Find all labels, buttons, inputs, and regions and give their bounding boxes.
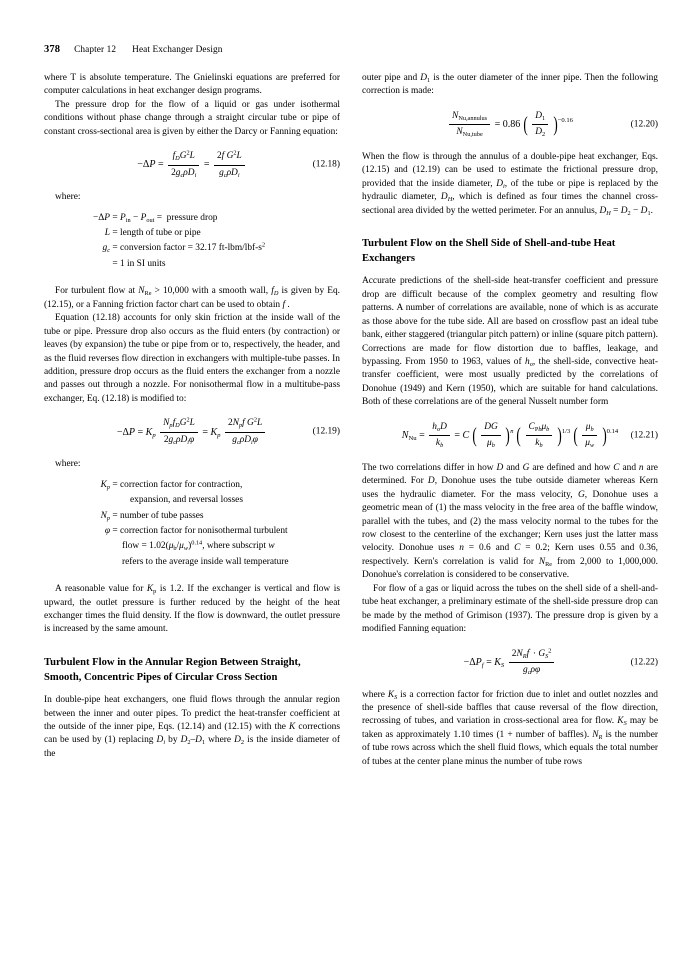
- paragraph: For flow of a gas or liquid across the tubes on the shell side of a shell-and-tube heat exchanger, a preliminary estimate of the shell-side pressure drop can be made by the method of Grimison (1937). The pressure drop is given by a modified Fanning equation:: [362, 583, 658, 635]
- right-column: [362, 72, 658, 769]
- paragraph: where T is absolute temperature. The Gnielinski equations are preferred for computer calculations in heat exchanger design programs.: [44, 73, 340, 97]
- section-heading: Turbulent Flow on the Shell Side of Shell-and-tube Heat Exchangers: [362, 238, 616, 264]
- definition-row: $-\Delta P = P_{in} - P_{out}$ = pressure drop: [92, 212, 218, 224]
- chapter-title: Heat Exchanger Design: [132, 45, 223, 55]
- right-paren: ): [557, 422, 562, 447]
- right-paren: ): [553, 111, 558, 136]
- paragraph: A reasonable value for $K_p$ is 1.2. If the exchanger is vertical and flow is upward, the outlet pressure is further reduced by the height of the heat exchanger times the fluid density. If the flow is downward, the outlet pressure is increased by the same amount.: [44, 584, 340, 635]
- right-paren: ): [505, 422, 510, 447]
- exponent: −0.16: [557, 117, 573, 125]
- left-paren: (: [516, 422, 521, 447]
- fraction: $\frac{f_DG^2L}{2g_c\rho D_i}$: [168, 150, 199, 180]
- exponent: 1/3: [561, 427, 571, 435]
- definition-row: L = length of tube or pipe: [104, 228, 201, 239]
- chapter-label: Chapter 12: [74, 45, 117, 55]
- equation-body: $-\Delta P = K_p$ $\frac{N_pf_DG^2L}{2g_c\rho D_i\varphi}$ = $K_p$ $\frac{2N_pf G^2L}{g_c\rho D_i\varphi}$: [117, 417, 267, 447]
- equation-12-19: [44, 417, 340, 447]
- left-paren: (: [523, 111, 528, 136]
- equation-body: −ΔP = $\frac{f_DG^2L}{2g_c\rho D_i}$ = $\frac{2f G^2L}{g_c\rho D_i}$: [137, 150, 246, 180]
- definition-row: $g_c$ = conversion factor = 32.17 $ft-lbm/lbf-s^2$: [102, 241, 266, 255]
- where-label: where:: [55, 192, 81, 203]
- equation-12-18: [44, 150, 340, 180]
- paragraph: In double-pipe heat exchangers, one fluid flows through the annular region between the inner and outer pipes. To predict the heat-transfer coefficient at the outside of the inner pipe, Eqs. (12.14) and (12.15) with the K corrections can be used by (1) replacing $D_i$ by $D_2-D_1$ where $D_2$ is the inside diameter of the: [44, 695, 340, 759]
- definition-list: [44, 211, 340, 273]
- equation-12-21: [362, 421, 658, 451]
- equation-number: (12.19): [312, 426, 340, 437]
- fraction: $\frac{\mu_b}{\mu_w}$: [582, 421, 597, 451]
- definition-continuation: flow = $1.02(\mu_b/\mu_w)^{0.14}$, where subscript w: [122, 539, 275, 553]
- equation-body: $-\Delta P_f = K_S$ $\frac{2N_Rf' \cdot G_S^2}{g_c\rho\varphi}$: [464, 648, 557, 678]
- equation-number: (12.20): [630, 119, 658, 130]
- equation-body: $N_{Nu}$ = $\frac{h_oD}{k_b}$ = C ( $\frac{DG}{\mu_b}$ )n ( $\frac{C_{Pb}\mu_b}{k_b}$ )1/3 ( $\frac{\mu_b}{\mu_w}$ )0.14: [401, 421, 619, 449]
- fraction: $\frac{2N_pf G^2L}{g_c\rho D_i\varphi}$: [225, 417, 265, 447]
- definition-list: [44, 478, 340, 570]
- exponent: 0.14: [606, 427, 619, 435]
- definition-row: $K_p$ = correction factor for contraction,: [100, 479, 243, 491]
- left-paren: (: [573, 422, 578, 447]
- equation-12-22: [362, 648, 658, 678]
- definition-row: $N_p$ = number of tube passes: [100, 510, 204, 522]
- fraction: $\frac{2N_Rf' \cdot G_S^2}{g_c\rho\varphi}$: [509, 648, 555, 678]
- section-heading: Turbulent Flow in the Annular Region Between Straight, Smooth, Concentric Pipes of Circular Cross Section: [44, 656, 301, 683]
- equation-number: (12.22): [630, 656, 658, 667]
- equation-body: $\frac{N_{Nu,annulus}}{N_{Nu,tube}}$ = 0.86 ( $\frac{D_1}{D_2}$ )−0.16: [447, 110, 573, 140]
- paragraph: When the flow is through the annulus of a double-pipe heat exchanger, Eqs. (12.15) and (12.19) can be used to estimate the frictional pressure drop, provided that the inside diameter, $D_i$, of the tube or pipe is replaced by the hydraulic diameter, $D_H$, which is defined as four times the channel cross-sectional area divided by the wetted perimeter. For an annulus, $D_H = D_2 - D_1$.: [362, 151, 658, 217]
- paragraph: The pressure drop for the flow of a liquid or gas under isothermal conditions without phase change through a straight circular tube or pipe of constant cross-sectional area is given by either the Darcy or Fanning equation:: [44, 99, 340, 137]
- equation-number: (12.21): [630, 430, 658, 441]
- equation-12-20: [362, 110, 658, 140]
- fraction: $\frac{N_pf_DG^2L}{2g_c\rho D_i\varphi}$: [160, 417, 198, 447]
- where-label: where:: [55, 459, 81, 470]
- left-paren: (: [472, 422, 477, 447]
- fraction: $\frac{N_{Nu,annulus}}{N_{Nu,tube}}$: [449, 110, 490, 140]
- paragraph: For turbulent flow at $N_{Re} > 10,000$ with a smooth wall, $f_D$ is given by Eq. (12.15), or a Fanning friction factor chart can be used to obtain f .: [44, 286, 340, 310]
- paragraph: The two correlations differ in how D and G are defined and how C and n are determined. For D, Donohue uses the tube outside diameter whereas Kern uses the hydraulic diameter. For the mass velocity, G, Donohue uses a geometric mean of (1) the mass velocity in the free area of the baffle window, parallel with the tubes, and (2) the mass velocity normal to the tubes for the row closest to the centerline of the exchanger; Kern uses just the latter mass velocity. Donohue uses n = 0.6 and C = 0.2; Kern uses 0.55 and 0.36, respectively. Kern's correlation is valid for $N_{Re}$ from 2,000 to 1,000,000. Donohue's correlation is considered to be conservative.: [362, 462, 659, 581]
- fraction: $\frac{D_1}{D_2}$: [532, 110, 548, 140]
- paragraph: Accurate predictions of the shell-side heat-transfer coefficient and pressure drop are difficult because of the complex geometry and resulting flow patterns. A number of correlations are available, none of which is as accurate as those above for the tube side. All are based on crossflow past an ideal tube bank, either staggered (triangular pitch pattern) or inline (square pitch pattern). Corrections are made for flow distortion due to baffles, leakage, and bypassing. From 1950 to 1963, values of $h_o$, the shell-side, convective heat-transfer coefficient, were most usually predicted by the correlations of Donohue (1949) and Kern (1950), which are suitable for hand calculations. Both of these correlations are of the general Nusselt number form: [362, 276, 658, 408]
- running-head: [44, 44, 223, 55]
- paragraph: outer pipe and $D_1$ is the outer diameter of the inner pipe. Then the following correction is made:: [362, 73, 658, 97]
- definition-continuation: expansion, and reversal losses: [130, 495, 243, 506]
- paragraph: Equation (12.18) accounts for only skin friction at the inside wall of the tube or pipe. Pressure drop also occurs as the fluid enters (by contraction) or leaves (by expansion) the tube or pipe from or to, respectively, the header, and as the fluid reverses flow direction in exchangers with multiple-tube passes. In addition, pressure drop occurs as the fluid enters the exchanger from a nozzle and passes out through a nozzle. For nonisothermal flow in a multitube-pass exchanger, Eq. (12.18) is modified to:: [44, 313, 340, 404]
- definition-continuation: refers to the average inside wall temperature: [122, 556, 289, 567]
- definition-row: φ = correction factor for nonisothermal turbulent: [104, 525, 288, 536]
- definition-row: = 1 in SI units: [112, 258, 166, 269]
- fraction: $\frac{C_{Pb}\mu_b}{k_b}$: [526, 421, 553, 451]
- fraction: $\frac{2f G^2L}{g_c\rho D_i}$: [214, 150, 245, 180]
- left-column: [44, 72, 340, 761]
- fraction: $\frac{DG}{\mu_b}$: [481, 421, 501, 451]
- exponent: n: [510, 427, 514, 435]
- fraction: $\frac{h_oD}{k_b}$: [429, 421, 450, 451]
- paragraph: where $K_S$ is a correction factor for friction due to inlet and outlet nozzles and the presence of shell-side baffles that cause reversal of the flow direction, recrossing of tubes, and variation in cross-sectional area for flow. $K_S$ may be taken as approximately 1.10 times (1 + number of baffles). $N_R$ is the number of tube rows across which the shell fluid flows, which equals the total number of tubes at the center plane minus the number of tube rows: [362, 689, 658, 767]
- page-number: 378: [44, 44, 61, 55]
- equation-number: (12.18): [312, 159, 340, 170]
- right-paren: ): [602, 422, 607, 447]
